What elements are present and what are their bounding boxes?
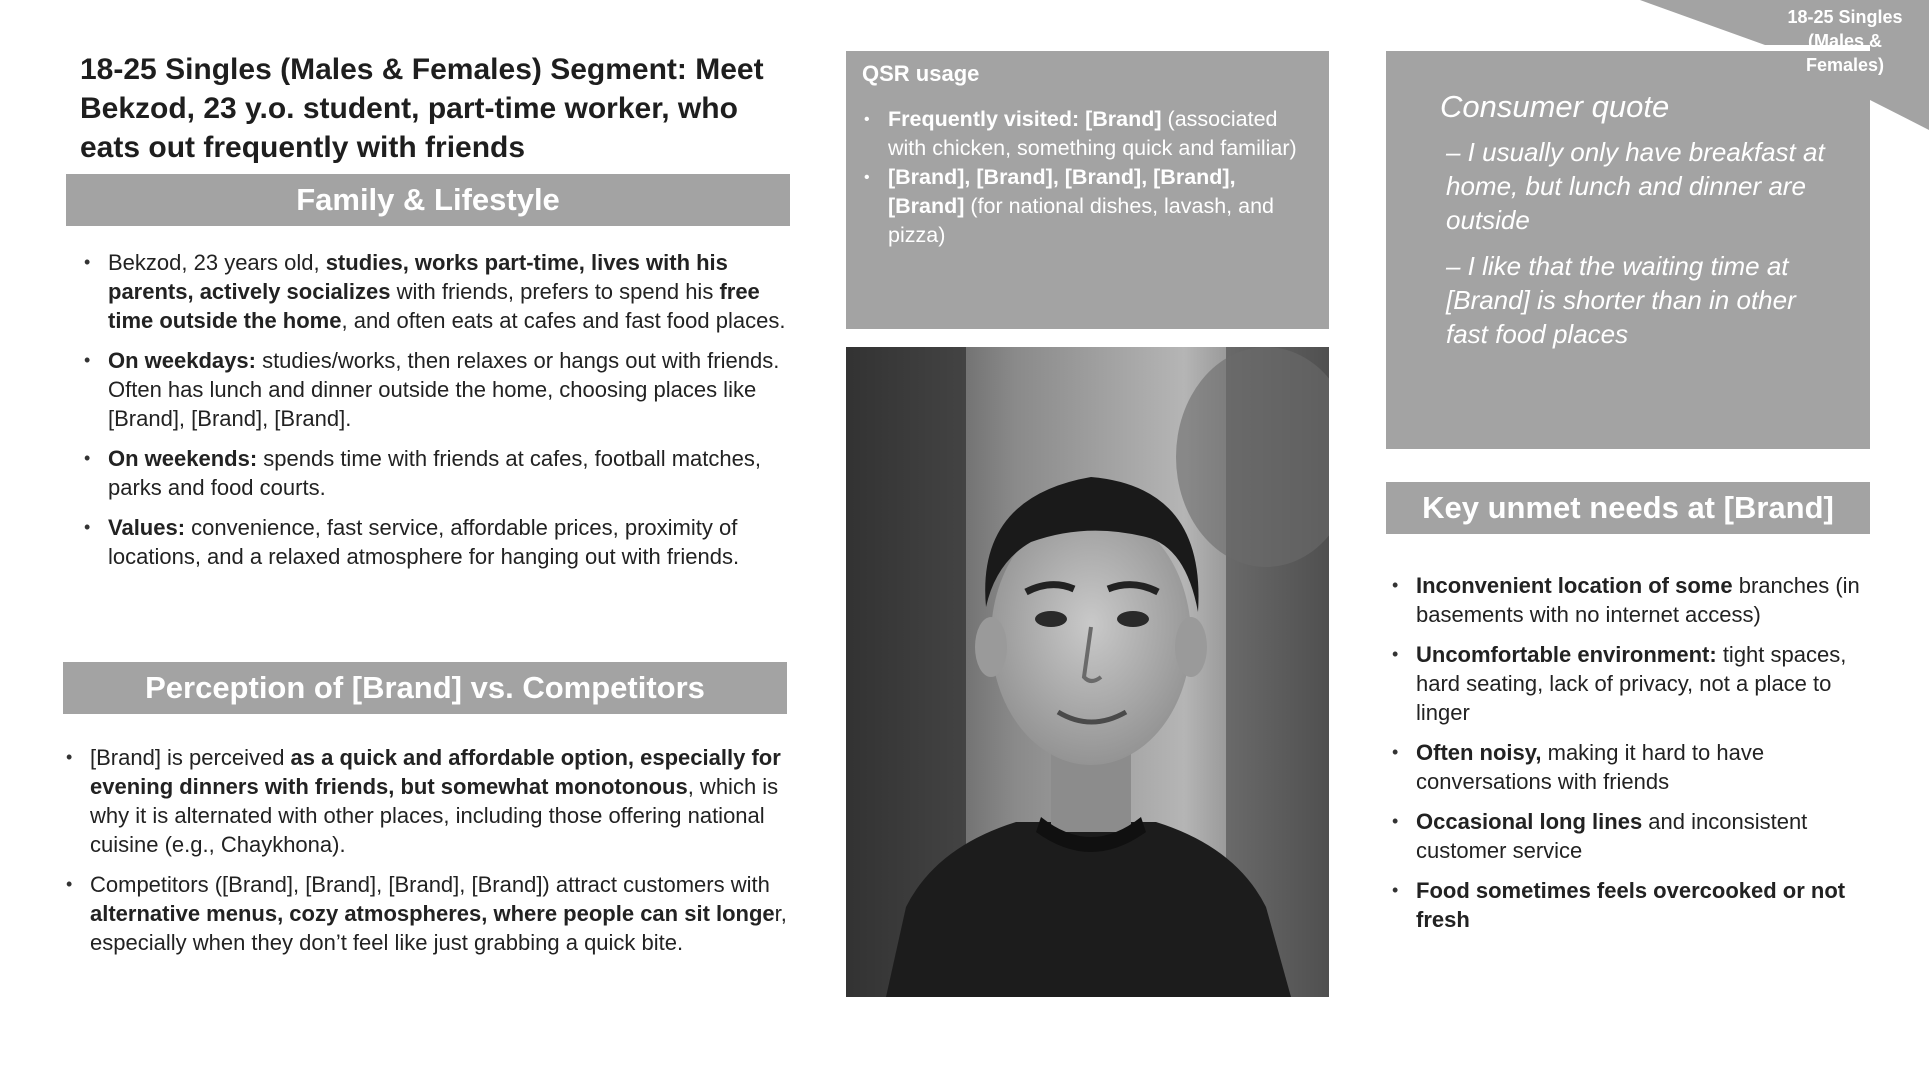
page-title: 18-25 Singles (Males & Females) Segment: Meet Bekzod, 23 y.o. student, part-time worker, who eats out frequently with friends	[80, 53, 764, 164]
text-run: r, especially when they don’t feel like just grabbing a quick bite.	[90, 901, 787, 955]
text-run: Occasional long lines	[1416, 809, 1643, 834]
text-run: Uncomfortable environment:	[1416, 642, 1717, 667]
consumer-quote-line: – I like that the waiting time at [Brand] is shorter than in other fast food places	[1446, 251, 1796, 349]
segment-corner-label: 18-25 Singles (Males & Females)	[1787, 7, 1903, 75]
text-run: Bekzod, 23 years old,	[108, 250, 326, 275]
perception-list	[64, 743, 794, 968]
text-run: [Brand], [Brand], [Brand], [Brand], [Brand]	[888, 165, 1236, 218]
list-item	[82, 346, 790, 433]
family-lifestyle-heading: Family & Lifestyle	[66, 174, 790, 226]
text-run: On weekdays:	[108, 348, 256, 373]
unmet-needs-list	[1390, 571, 1870, 945]
qsr-usage-panel	[846, 51, 1329, 329]
qsr-usage-list	[862, 105, 1313, 250]
consumer-quote-line: – I usually only have breakfast at home, but lunch and dinner are outside	[1446, 137, 1825, 235]
list-item	[1390, 876, 1870, 934]
text-run: Inconvenient location of some	[1416, 573, 1733, 598]
text-run: as a quick and affordable option, especially for evening dinners with friends, but somewhat monotonous	[90, 745, 781, 799]
list-item	[862, 105, 1313, 163]
family-lifestyle-list	[82, 248, 790, 582]
text-run: with friends, prefers to spend his	[390, 279, 720, 304]
text-run: spends time with friends at cafes, football matches, parks and food courts.	[108, 446, 761, 500]
persona-portrait-image	[846, 347, 1329, 997]
persona-photo	[846, 347, 1329, 997]
text-run: [Brand] is perceived	[90, 745, 291, 770]
list-item	[82, 444, 790, 502]
text-run: tight spaces, hard seating, lack of privacy, not a place to linger	[1416, 642, 1847, 725]
list-item	[82, 513, 790, 571]
list-item	[862, 163, 1313, 250]
text-run: (for national dishes, lavash, and pizza)	[888, 194, 1274, 247]
list-item	[1390, 807, 1870, 865]
text-run: , which is why it is alternated with other places, including those offering national cuisine (e.g., Chaykhona).	[90, 774, 779, 857]
text-run: free time outside the home	[108, 279, 760, 333]
text-run: studies, works part-time, lives with his parents, actively socializes	[108, 250, 728, 304]
text-run: alternative menus, cozy atmospheres, where people can sit longe	[90, 901, 775, 926]
list-item	[1390, 640, 1870, 727]
text-run: , and often eats at cafes and fast food places.	[341, 308, 786, 333]
text-run: Competitors ([Brand], [Brand], [Brand], [Brand]) attract customers with	[90, 872, 770, 897]
text-run: studies/works, then relaxes or hangs out with friends. Often has lunch and dinner outside the home, choosing places like [Brand], [Brand], [Brand].	[108, 348, 780, 431]
list-item	[1390, 738, 1870, 796]
text-run: Food sometimes feels overcooked or not fresh	[1416, 878, 1846, 932]
text-run: making it hard to have conversations with friends	[1416, 740, 1765, 794]
text-run: Values:	[108, 515, 186, 540]
list-item	[64, 743, 794, 859]
text-run: and inconsistent customer service	[1416, 809, 1808, 863]
list-item	[64, 870, 794, 957]
text-run: On weekends:	[108, 446, 258, 471]
list-item	[82, 248, 790, 335]
consumer-quote-heading: Consumer quote	[1440, 89, 1670, 124]
text-run: convenience, fast service, affordable prices, proximity of locations, and a relaxed atmosphere for hanging out with friends.	[108, 515, 740, 569]
unmet-needs-heading: Key unmet needs at [Brand]	[1386, 482, 1870, 534]
qsr-usage-heading: QSR usage	[862, 61, 980, 86]
text-run: Frequently visited: [Brand]	[888, 107, 1162, 131]
text-run: Often noisy,	[1416, 740, 1542, 765]
list-item	[1390, 571, 1870, 629]
text-run: branches (in basements with no internet access)	[1416, 573, 1860, 627]
perception-heading: Perception of [Brand] vs. Competitors	[63, 662, 787, 714]
text-run: (associated with chicken, something quick and familiar)	[888, 107, 1297, 160]
